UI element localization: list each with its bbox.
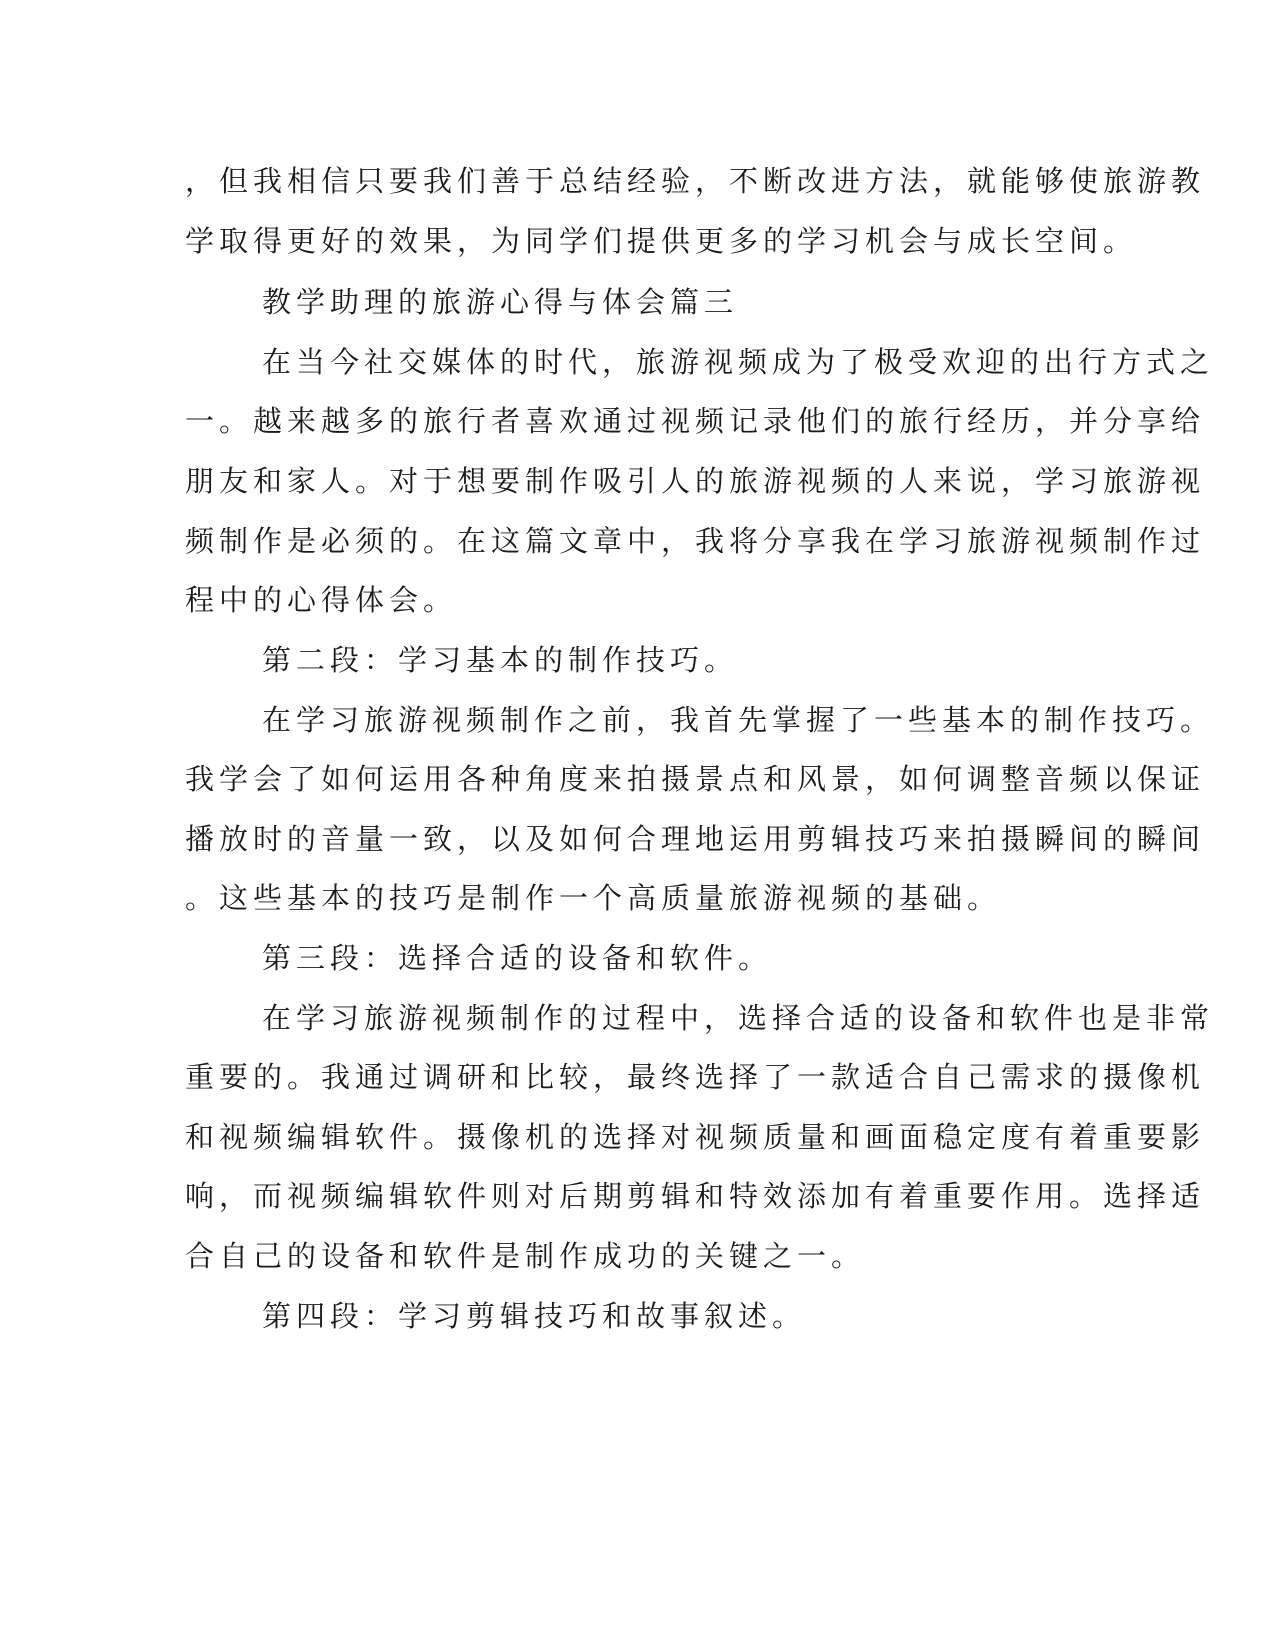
paragraph-line: 程中的心得体会。 <box>185 583 458 617</box>
section-heading: 第二段：学习基本的制作技巧。 <box>262 643 739 677</box>
paragraph-line: 。这些基本的技巧是制作一个高质量旅游视频的基础。 <box>185 881 1002 915</box>
paragraph-line: ，但我相信只要我们善于总结经验，不断改进方法，就能够使旅游教 <box>185 164 1206 198</box>
paragraph-line: 合自己的设备和软件是制作成功的关键之一。 <box>185 1239 866 1273</box>
paragraph-line: 朋友和家人。对于想要制作吸引人的旅游视频的人来说，学习旅游视 <box>185 464 1206 498</box>
section-heading: 第四段：学习剪辑技巧和故事叙述。 <box>262 1299 807 1333</box>
paragraph-line: 在当今社交媒体的时代，旅游视频成为了极受欢迎的出行方式之 <box>262 345 1215 379</box>
paragraph-line: 我学会了如何运用各种角度来拍摄景点和风景，如何调整音频以保证 <box>185 762 1206 796</box>
paragraph-line: 一。越来越多的旅行者喜欢通过视频记录他们的旅行经历，并分享给 <box>185 404 1206 438</box>
paragraph-line: 和视频编辑软件。摄像机的选择对视频质量和画面稳定度有着重要影 <box>185 1120 1206 1154</box>
paragraph-line: 响，而视频编辑软件则对后期剪辑和特效添加有着重要作用。选择适 <box>185 1179 1206 1213</box>
paragraph-line: 学取得更好的效果，为同学们提供更多的学习机会与成长空间。 <box>185 224 1138 258</box>
paragraph-line: 频制作是必须的。在这篇文章中，我将分享我在学习旅游视频制作过 <box>185 524 1206 558</box>
paragraph-line: 在学习旅游视频制作的过程中，选择合适的设备和软件也是非常 <box>262 1001 1215 1035</box>
section-heading: 第三段：选择合适的设备和软件。 <box>262 941 773 975</box>
paragraph-line: 播放时的音量一致，以及如何合理地运用剪辑技巧来拍摄瞬间的瞬间 <box>185 822 1206 856</box>
section-title: 教学助理的旅游心得与体会篇三 <box>262 285 739 319</box>
paragraph-line: 在学习旅游视频制作之前，我首先掌握了一些基本的制作技巧。 <box>262 703 1215 737</box>
paragraph-line: 重要的。我通过调研和比较，最终选择了一款适合自己需求的摄像机 <box>185 1060 1206 1094</box>
